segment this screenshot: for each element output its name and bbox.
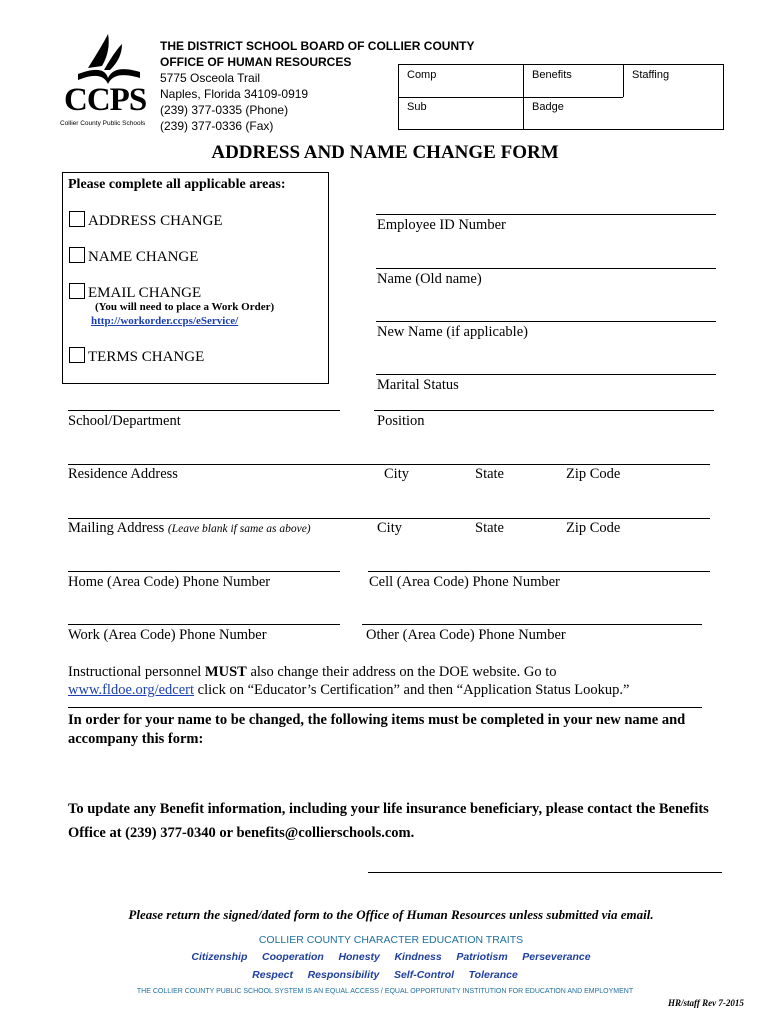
trait-honesty: Honesty bbox=[338, 951, 380, 963]
return-notice: Please return the signed/dated form to the Office of Human Resources unless submitted via email. bbox=[128, 907, 654, 922]
cell-phone-line[interactable] bbox=[368, 571, 710, 572]
other-phone-line[interactable] bbox=[362, 624, 702, 625]
traits-title: COLLIER COUNTY CHARACTER EDUCATION TRAITS bbox=[258, 934, 524, 946]
school-department-label: School/Department bbox=[68, 413, 181, 429]
address-line-1: 5775 Osceola Trail bbox=[160, 71, 261, 85]
terms-change-label: TERMS CHANGE bbox=[88, 349, 205, 365]
address-change-option[interactable] bbox=[69, 211, 223, 230]
residence-address-line[interactable] bbox=[68, 464, 710, 465]
work-phone-line[interactable] bbox=[68, 624, 340, 625]
employee-id-line[interactable] bbox=[376, 214, 716, 215]
mailing-state-label: State bbox=[475, 520, 504, 536]
old-name-label: Name (Old name) bbox=[377, 271, 482, 287]
trait-tolerance: Tolerance bbox=[468, 969, 518, 981]
instructional-text-2: also change their address on the DOE website. Go to bbox=[246, 664, 557, 680]
mailing-zip-label: Zip Code bbox=[566, 520, 621, 536]
name-change-checkbox[interactable] bbox=[69, 247, 85, 263]
instructional-text-3: click on “Educator’s Certification” and then “Application Status Lookup.” bbox=[194, 682, 630, 698]
badge-label: Badge bbox=[532, 101, 564, 113]
logo-text: CCPS bbox=[64, 82, 147, 118]
email-change-note: (You will need to place a Work Order) bbox=[95, 301, 275, 313]
revision-label: HR/staff Rev 7-2015 bbox=[668, 998, 744, 1008]
position-label: Position bbox=[377, 413, 425, 429]
trait-cooperation: Cooperation bbox=[262, 951, 324, 963]
book-leaf-icon bbox=[58, 30, 154, 90]
email-change-label: EMAIL CHANGE bbox=[88, 285, 202, 301]
residence-city-label: City bbox=[384, 466, 409, 482]
traits-row-1 bbox=[0, 951, 770, 963]
instructional-must: MUST bbox=[204, 664, 247, 680]
trait-patriotism: Patriotism bbox=[456, 951, 508, 963]
position-line[interactable] bbox=[374, 410, 714, 411]
marital-status-line[interactable] bbox=[376, 374, 716, 375]
mailing-address-note: (Leave blank if same as above) bbox=[167, 523, 311, 535]
form-title: ADDRESS AND NAME CHANGE FORM bbox=[211, 142, 559, 163]
mailing-city-label: City bbox=[377, 520, 402, 536]
home-phone-line[interactable] bbox=[68, 571, 340, 572]
staffing-label: Staffing bbox=[632, 69, 670, 81]
change-type-box bbox=[62, 172, 329, 384]
marital-status-label: Marital Status bbox=[377, 377, 459, 393]
residence-state-label: State bbox=[475, 466, 504, 482]
old-name-line[interactable] bbox=[376, 268, 716, 269]
residence-zip-label: Zip Code bbox=[566, 466, 621, 482]
fldoe-link[interactable]: www.fldoe.org/edcert bbox=[68, 682, 195, 698]
mailing-address-text: Mailing Address bbox=[68, 520, 165, 536]
address-change-checkbox[interactable] bbox=[69, 211, 85, 227]
phone-number: (239) 377-0335 (Phone) bbox=[160, 103, 289, 117]
trait-responsibility: Responsibility bbox=[307, 969, 380, 981]
mailing-address-label bbox=[68, 520, 311, 537]
terms-change-checkbox[interactable] bbox=[69, 347, 85, 363]
address-line-2: Naples, Florida 34109-0919 bbox=[160, 87, 309, 101]
name-change-label: NAME CHANGE bbox=[88, 249, 199, 265]
complete-prompt: Please complete all applicable areas: bbox=[68, 177, 286, 192]
district-name: THE DISTRICT SCHOOL BOARD OF COLLIER COUNTY bbox=[160, 39, 475, 53]
residence-address-label: Residence Address bbox=[68, 466, 178, 482]
trait-self-control: Self-Control bbox=[393, 969, 455, 981]
name-change-notice: In order for your name to be changed, the following items must be completed in your new name and accompany this form: bbox=[68, 712, 686, 747]
terms-change-option[interactable] bbox=[69, 347, 204, 366]
office-use-box bbox=[398, 64, 724, 130]
work-phone-label: Work (Area Code) Phone Number bbox=[68, 627, 267, 643]
email-change-option[interactable] bbox=[69, 283, 201, 302]
home-phone-label: Home (Area Code) Phone Number bbox=[68, 574, 271, 590]
name-change-option[interactable] bbox=[69, 247, 198, 266]
office-name: OFFICE OF HUMAN RESOURCES bbox=[160, 55, 352, 69]
fax-number: (239) 377-0336 (Fax) bbox=[160, 119, 274, 133]
new-name-label: New Name (if applicable) bbox=[377, 324, 528, 340]
mailing-address-line[interactable] bbox=[68, 518, 710, 519]
traits-row-2 bbox=[0, 969, 770, 981]
sub-label: Sub bbox=[407, 101, 427, 113]
benefits-notice-line-1: To update any Benefit information, including your life insurance beneficiary, please contact the Benefits bbox=[68, 801, 709, 817]
benefits-notice-line-2: Office at (239) 377-0340 or benefits@collierschools.com. bbox=[68, 825, 415, 841]
address-change-label: ADDRESS CHANGE bbox=[88, 213, 223, 229]
trait-kindness: Kindness bbox=[394, 951, 442, 963]
instructional-notice bbox=[68, 663, 708, 699]
trait-perseverance: Perseverance bbox=[522, 951, 591, 963]
benefits-label: Benefits bbox=[532, 69, 572, 81]
name-change-divider bbox=[68, 707, 702, 708]
logo-subtext: Collier County Public Schools bbox=[60, 120, 146, 127]
workorder-link[interactable]: http://workorder.ccps/eService/ bbox=[91, 315, 239, 327]
other-phone-label: Other (Area Code) Phone Number bbox=[366, 627, 566, 643]
instructional-text-1: Instructional personnel bbox=[68, 664, 205, 680]
email-change-checkbox[interactable] bbox=[69, 283, 85, 299]
signature-line[interactable] bbox=[368, 872, 722, 873]
new-name-line[interactable] bbox=[376, 321, 716, 322]
ccps-logo bbox=[58, 30, 154, 128]
trait-respect: Respect bbox=[252, 969, 293, 981]
school-department-line[interactable] bbox=[68, 410, 340, 411]
cell-phone-label: Cell (Area Code) Phone Number bbox=[369, 574, 560, 590]
employee-id-label: Employee ID Number bbox=[377, 217, 506, 233]
equal-access-statement: THE COLLIER COUNTY PUBLIC SCHOOL SYSTEM IS AN EQUAL ACCESS / EQUAL OPPORTUNITY INSTITUTION FOR EDUCATION AND EMPLOYMENT bbox=[136, 988, 634, 995]
trait-citizenship: Citizenship bbox=[191, 951, 248, 963]
comp-label: Comp bbox=[407, 69, 437, 81]
